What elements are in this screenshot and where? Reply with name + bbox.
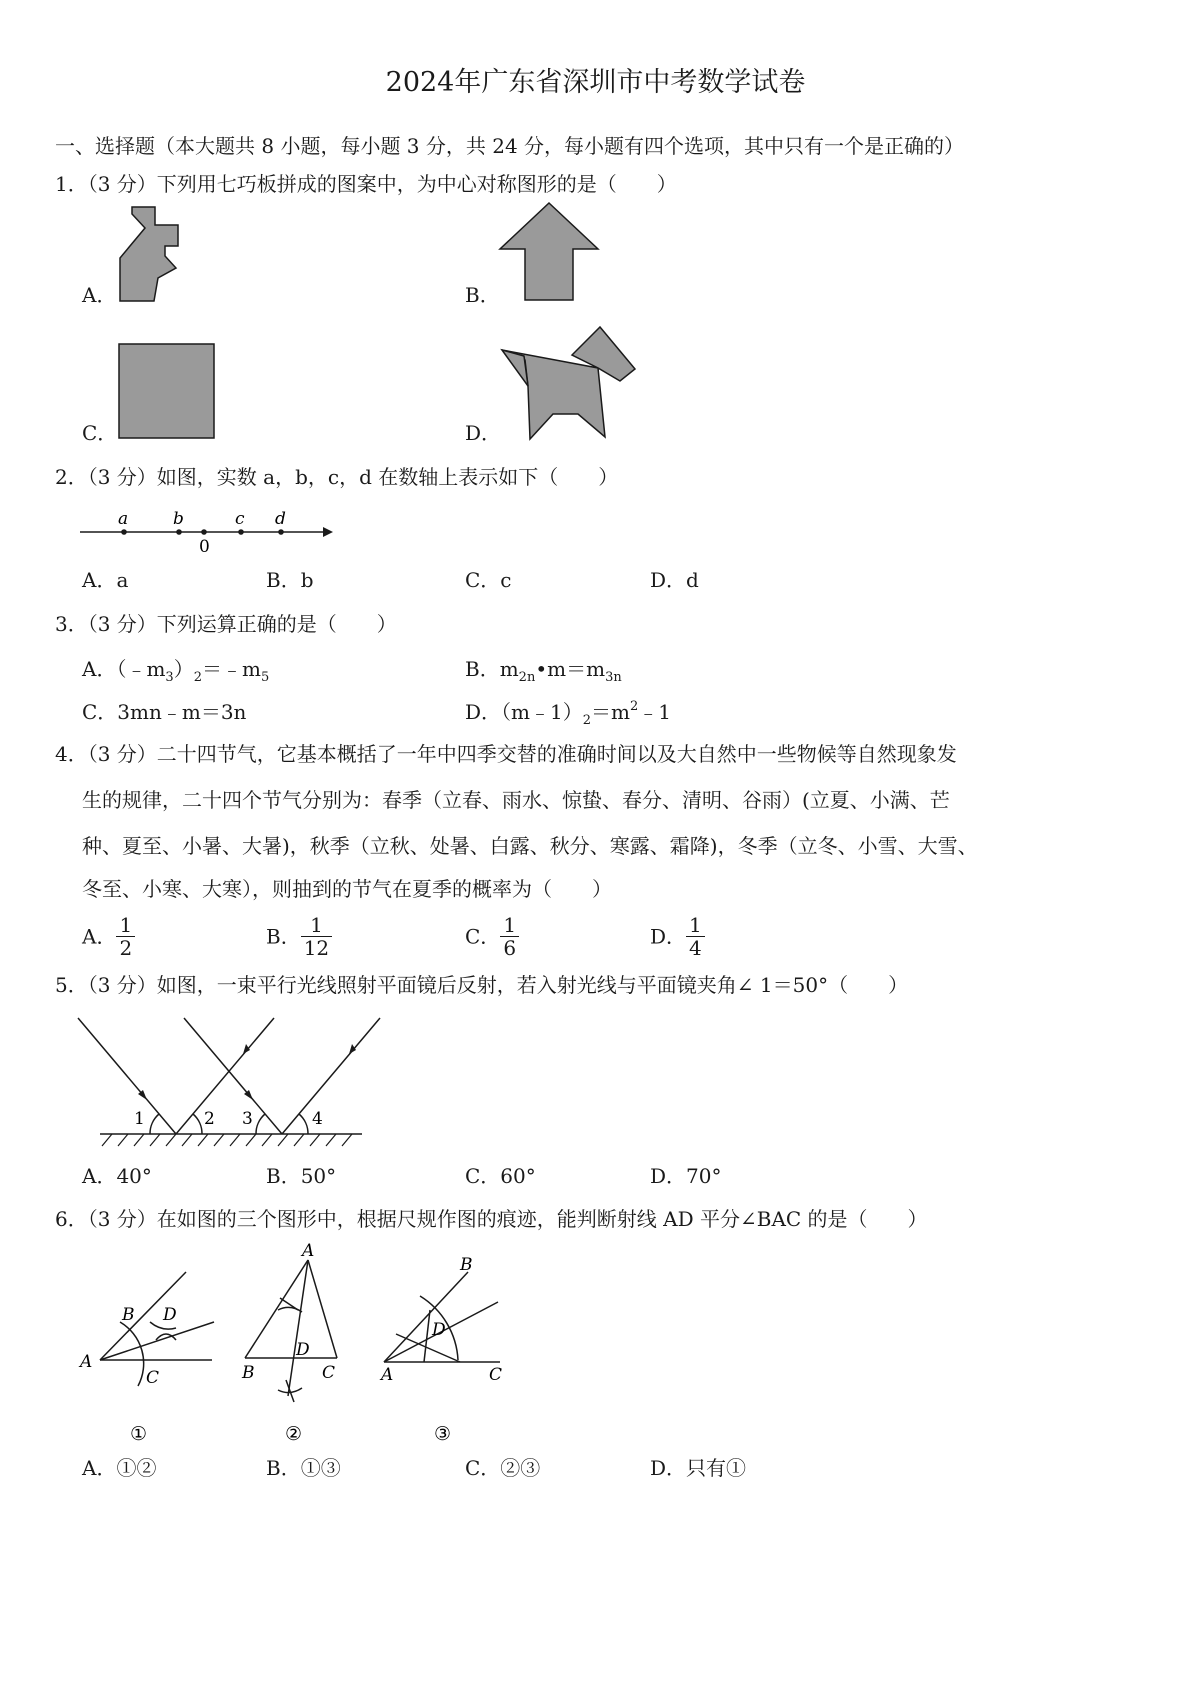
axis-label-b: b: [173, 509, 184, 529]
axis-label-zero: 0: [199, 537, 210, 557]
point-d: [278, 529, 284, 535]
fig1-label-d: D: [163, 1305, 177, 1325]
question-4-line-1: 4．（3 分）二十四节气，它基本概括了一年中四季交替的准确时间以及大自然中一些物候等自然现象发: [55, 742, 957, 766]
q4-option-c: C． $\frac{1}{6}$: [465, 914, 519, 959]
tangram-shape-d: [502, 327, 635, 439]
question-4-line-3: 种、夏至、小暑、大暑)，秋季（立秋、处暑、白露、秋分、寒露、霜降)，冬季（立冬、小雪、大雪、: [82, 834, 978, 858]
page-title: 2024年广东省深圳市中考数学试卷: [385, 67, 806, 98]
q4-option-b: B． $\frac{1}{12}$: [266, 914, 332, 959]
fig1-label-a: A: [80, 1352, 93, 1372]
question-2-stem: 2．（3 分）如图，实数 a，b，c，d 在数轴上表示如下（ ）: [55, 465, 619, 489]
q2-option-a: A．a: [82, 568, 129, 592]
q1-option-c-label: C．: [82, 421, 118, 445]
q3-option-d: D．$(m﹣1)_2=m^2﹣1$: [465, 699, 671, 728]
fig-number-1: ①: [130, 1423, 148, 1445]
tangram-shape-b: [500, 203, 598, 300]
angle-label-1: 1: [134, 1109, 145, 1129]
q1-option-d-label: D．: [465, 421, 502, 445]
q3-option-c: C．3mn﹣m＝3n: [82, 700, 247, 724]
tangram-shape-c: [119, 344, 214, 438]
axis-label-a: a: [118, 509, 129, 529]
q3-option-a: A．$(﹣m_3)_2=﹣m_5$: [82, 657, 270, 685]
fig2-label-c: C: [322, 1363, 336, 1383]
fig-number-3: ③: [434, 1423, 452, 1445]
q1-option-a-label: A．: [82, 283, 117, 307]
point-c: [238, 529, 244, 535]
tangram-shape-d-tail: [502, 350, 528, 386]
fig3-label-b: B: [460, 1255, 473, 1275]
q4-option-d: D． $\frac{1}{4}$: [650, 914, 705, 959]
q2-option-c: C．c: [465, 568, 512, 592]
fig3-label-c: C: [489, 1365, 503, 1385]
q5-option-a: A．40°: [82, 1164, 152, 1188]
q1-option-b-label: B．: [465, 283, 500, 307]
question-4-line-4: 冬至、小寒、大寒），则抽到的节气在夏季的概率为（ ）: [82, 877, 612, 901]
q4-option-a: A． $\frac{1}{2}$: [82, 914, 135, 959]
q6-option-d: D．只有①: [650, 1456, 747, 1480]
section-heading: 一、选择题（本大题共 8 小题，每小题 3 分，共 24 分，每小题有四个选项，其中只有一个是正确的）: [55, 134, 965, 158]
axis-label-c: c: [235, 509, 245, 529]
point-b: [176, 529, 182, 535]
q6-option-b: B．①③: [266, 1456, 341, 1480]
q5-option-d: D．70°: [650, 1164, 722, 1188]
fig-number-2: ②: [285, 1423, 303, 1445]
q3-option-b: B．$m_{2n}•m=m_{3n}$: [465, 657, 622, 685]
angle-label-2: 2: [204, 1109, 215, 1129]
question-5-stem: 5．（3 分）如图，一束平行光线照射平面镜后反射，若入射光线与平面镜夹角∠ 1＝50°（ ）: [55, 973, 909, 997]
angle-label-3: 3: [242, 1109, 253, 1129]
figure-3: [384, 1272, 500, 1362]
q2-option-d: D．d: [650, 568, 699, 592]
point-zero: [201, 529, 207, 535]
question-4-line-2: 生的规律，二十四个节气分别为：春季（立春、雨水、惊蛰、春分、清明、谷雨）(立夏、小满、芒: [82, 788, 950, 812]
question-3-stem: 3．（3 分）下列运算正确的是（ ）: [55, 612, 397, 636]
point-a: [121, 529, 127, 535]
q5-option-c: C．60°: [465, 1164, 536, 1188]
fig2-label-d: D: [296, 1340, 310, 1360]
q1-tangram-figures: [0, 0, 1191, 460]
question-6-stem: 6．（3 分）在如图的三个图形中，根据尺规作图的痕迹，能判断射线 AD 平分∠BAC 的是（ ）: [55, 1207, 928, 1231]
q2-option-b: B．b: [266, 568, 314, 592]
fig3-label-d: D: [432, 1320, 446, 1340]
number-line: [0, 500, 360, 560]
q6-option-c: C．②③: [465, 1456, 541, 1480]
fig2-label-a: A: [302, 1241, 315, 1261]
construction-figures: [0, 1240, 520, 1450]
tangram-shape-a: [120, 207, 178, 301]
fig3-label-a: A: [381, 1365, 394, 1385]
q6-option-a: A．①②: [82, 1456, 157, 1480]
q5-option-b: B．50°: [266, 1164, 337, 1188]
angle-label-4: 4: [312, 1109, 323, 1129]
fig1-label-b: B: [122, 1305, 135, 1325]
fig2-label-b: B: [242, 1363, 255, 1383]
question-1-stem: 1．（3 分）下列用七巧板拼成的图案中，为中心对称图形的是（ ）: [55, 172, 677, 196]
fig1-label-c: C: [146, 1368, 160, 1388]
axis-label-d: d: [275, 509, 286, 529]
mirror-reflection-figure: [0, 1010, 380, 1160]
